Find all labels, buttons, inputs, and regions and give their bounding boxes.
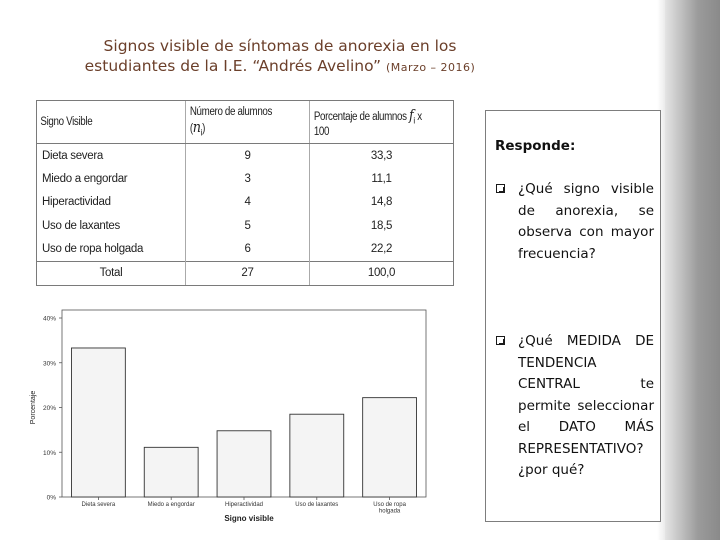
cell-porcentaje: 18,5: [370, 219, 393, 232]
question-1: [496, 179, 654, 265]
panel-heading: Responde:: [495, 138, 576, 154]
question-2-text: ¿Qué MEDIDA DE TENDENCIA CENTRAL te permite seleccionar el DATO MÁS REPRESENTATIVO? ¿por qué?: [518, 333, 654, 478]
x-tick-label: holgada: [378, 508, 401, 515]
cell-total-porcentaje: 100,0: [310, 261, 454, 285]
x-tick-label: Dieta severa: [81, 502, 116, 508]
y-tick-label: 0%: [46, 494, 56, 502]
question-1-text: ¿Qué signo visible de anorexia, se observa con mayor frecuencia?: [518, 181, 654, 262]
cell-numero: 6: [186, 237, 310, 261]
bar-chart-svg: [26, 300, 440, 526]
right-decorative-bar: [665, 0, 720, 540]
y-axis-label: Porcentaje: [30, 390, 37, 425]
x-tick-label: Hiperactividad: [224, 502, 264, 508]
header-porcentaje-suffix: x 100: [313, 110, 422, 139]
table-row: [37, 237, 453, 261]
table-row: [37, 214, 453, 237]
cell-signo: Hiperactividad: [37, 191, 186, 214]
x-axis-label: Signo visible: [224, 514, 274, 523]
cell-total-numero: 27: [186, 261, 310, 285]
bar: [71, 348, 125, 497]
x-tick-label: Uso de ropa: [373, 502, 406, 508]
table-row: [37, 167, 453, 190]
title-line-1: Signos visible de síntomas de anorexia en los: [103, 37, 457, 55]
cell-signo: Miedo a engordar: [37, 167, 186, 190]
header-porcentaje-sub: i: [412, 115, 415, 127]
cell-porcentaje: 22,2: [370, 242, 393, 255]
bar: [144, 447, 198, 497]
title-line-2-text: estudiantes de la I.E. “Andrés Avelino”: [84, 57, 387, 75]
bar: [290, 414, 344, 497]
checkbox-bullet-icon: [496, 336, 505, 345]
header-numero-close: ): [201, 122, 205, 135]
header-signo-text: Signo Visible: [40, 116, 93, 128]
bar-chart: [26, 300, 440, 526]
table-row: [37, 191, 453, 214]
slide-title: [40, 36, 520, 78]
title-line-2: [40, 56, 520, 78]
y-tick-label: 20%: [42, 405, 56, 412]
title-date: (Marzo – 2016): [386, 61, 476, 74]
cell-signo: Uso de ropa holgada: [37, 237, 186, 261]
header-numero-text: Número de alumnos (: [189, 105, 272, 135]
cell-total-label: Total: [37, 261, 186, 285]
x-tick-label: Uso de laxantes: [295, 502, 339, 508]
header-signo: [37, 101, 163, 144]
y-tick-label: 40%: [42, 315, 56, 323]
bar: [363, 398, 417, 497]
cell-porcentaje: 33,3: [370, 149, 393, 162]
frequency-table: [36, 100, 454, 286]
header-numero: [186, 101, 291, 144]
header-porcentaje: [310, 101, 432, 144]
y-tick-label: 10%: [42, 449, 56, 457]
x-tick-label: Miedo a engordar: [147, 502, 195, 508]
questions-panel: [485, 110, 661, 522]
checkbox-bullet-icon: [496, 184, 505, 193]
header-porcentaje-text: Porcentaje de alumnos: [313, 110, 407, 123]
cell-signo: Dieta severa: [37, 144, 186, 168]
cell-numero: 9: [186, 144, 310, 168]
cell-numero: 5: [186, 214, 310, 237]
header-porcentaje-symbol: f: [408, 105, 413, 124]
y-tick-label: 30%: [42, 360, 56, 368]
table-header-row: [37, 101, 453, 144]
cell-numero: 3: [186, 167, 310, 190]
header-numero-symbol: n: [192, 117, 201, 136]
cell-numero: 4: [186, 191, 310, 214]
cell-signo: Uso de laxantes: [37, 214, 186, 237]
table-total-row: [37, 261, 453, 285]
cell-porcentaje: 14,8: [370, 196, 393, 209]
header-numero-sub: i: [200, 127, 202, 139]
cell-porcentaje: 11,1: [371, 172, 392, 185]
question-2: [496, 331, 654, 482]
bar: [217, 431, 271, 497]
table-row: [37, 144, 453, 168]
